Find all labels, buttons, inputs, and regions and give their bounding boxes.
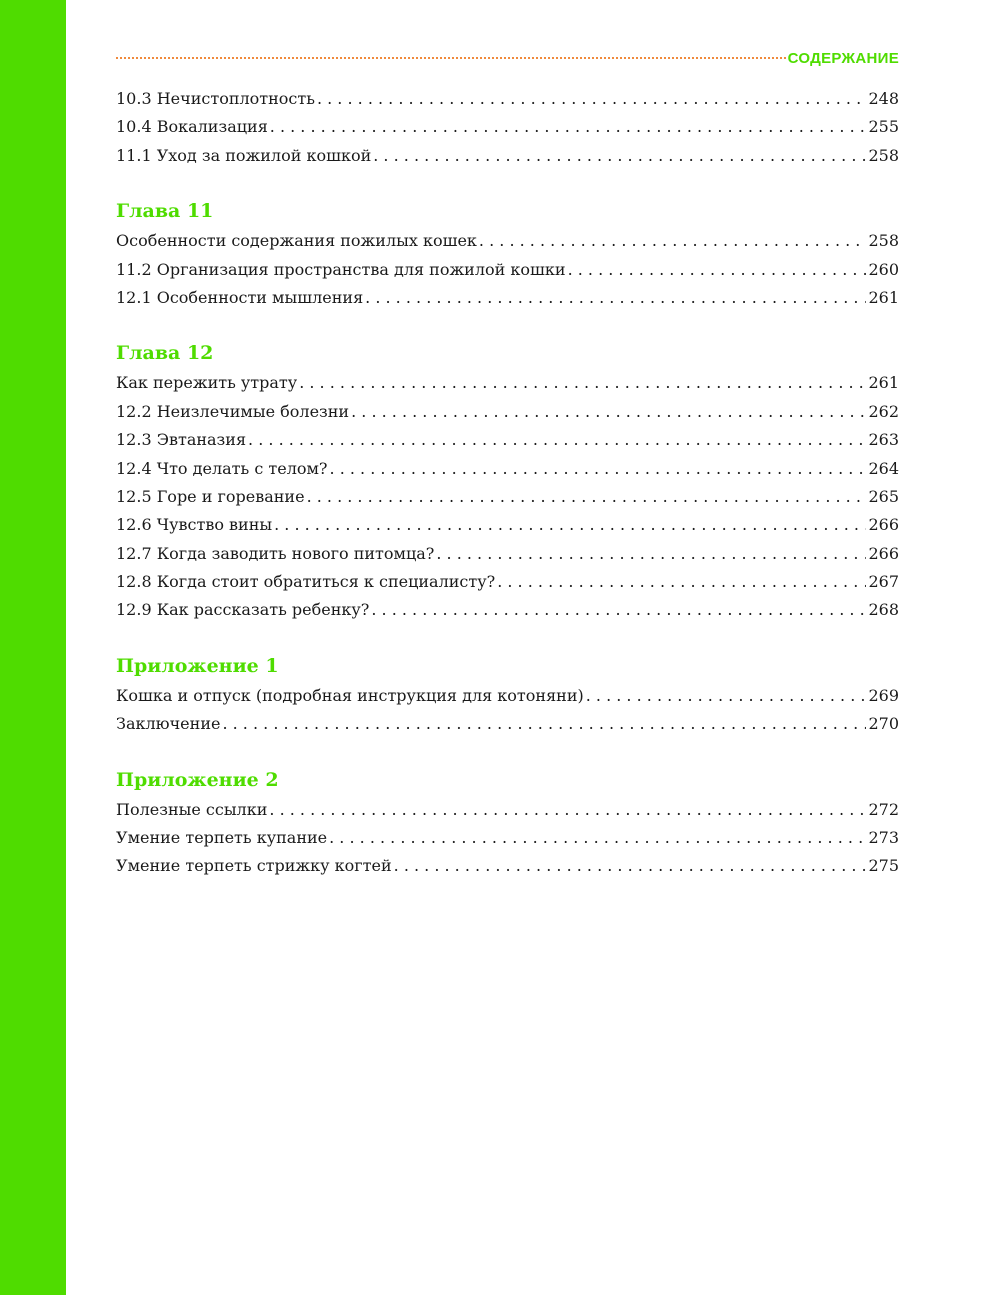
- table-of-contents: [116, 85, 899, 908]
- dot-leader: [270, 113, 867, 141]
- dot-leader: [351, 398, 866, 426]
- toc-entry[interactable]: [116, 596, 899, 624]
- toc-section: [116, 85, 899, 170]
- toc-entry[interactable]: [116, 511, 899, 539]
- toc-entry-title: Как пережить утрату: [116, 373, 298, 393]
- toc-entry-page: 272: [868, 799, 899, 819]
- toc-entry[interactable]: [116, 369, 899, 397]
- toc-entry-title: 11.1 Уход за пожилой кошкой: [116, 145, 372, 165]
- dot-leader: [222, 710, 866, 738]
- toc-entry[interactable]: [116, 483, 899, 511]
- dot-leader: [269, 796, 866, 824]
- dot-leader: [568, 256, 867, 284]
- toc-entry[interactable]: [116, 142, 899, 170]
- toc-section: [116, 766, 899, 881]
- toc-entry-page: 273: [868, 828, 899, 848]
- toc-entry[interactable]: [116, 710, 899, 738]
- chapter-heading: Глава 11: [116, 200, 214, 223]
- toc-section: [116, 339, 899, 625]
- toc-entry-title: 10.3 Нечистоплотность: [116, 89, 315, 108]
- toc-section: [116, 652, 899, 739]
- toc-entry-title: Умение терпеть стрижку когтей: [116, 856, 392, 876]
- toc-entry-title: 12.1 Особенности мышления: [116, 287, 364, 307]
- toc-entry-title: Умение терпеть купание: [116, 828, 328, 848]
- toc-entry-title: 11.2 Организация пространства для пожилой кошки: [116, 259, 566, 279]
- dot-leader: [248, 426, 866, 454]
- toc-entry[interactable]: [116, 540, 899, 568]
- toc-entry-title: 12.5 Горе и горевание: [116, 486, 305, 506]
- toc-entry-title: 12.2 Неизлечимые болезни: [116, 401, 350, 421]
- toc-entry-page: 266: [868, 543, 899, 563]
- page-edge-color-bar: [0, 0, 66, 1295]
- dot-leader: [436, 540, 866, 568]
- toc-entry-page: 263: [868, 430, 899, 450]
- dot-leader: [365, 284, 866, 312]
- toc-entry-page: 255: [868, 117, 899, 137]
- toc-entry-page: 261: [868, 373, 899, 393]
- toc-entry-title: 10.4 Вокализация: [116, 117, 268, 137]
- toc-entry-title: Особенности содержания пожилых кошек: [116, 231, 477, 251]
- toc-entry[interactable]: [116, 426, 899, 454]
- toc-entry-title: Кошка и отпуск (подробная инструкция для котоняни): [116, 685, 584, 705]
- toc-entry[interactable]: [116, 227, 899, 255]
- toc-entry[interactable]: [116, 256, 899, 284]
- toc-entry-title: Полезные ссылки: [116, 799, 268, 819]
- toc-entry-title: 12.7 Когда заводить нового питомца?: [116, 543, 435, 563]
- toc-entry[interactable]: [116, 113, 899, 141]
- header-dotted-rule: [116, 57, 786, 59]
- dot-leader: [373, 142, 866, 170]
- dot-leader: [394, 852, 867, 880]
- chapter-heading: Приложение 2: [116, 768, 279, 791]
- chapter-heading: Приложение 1: [116, 654, 279, 677]
- toc-entry-title: 12.3 Эвтаназия: [116, 430, 247, 450]
- toc-entry[interactable]: [116, 85, 899, 113]
- toc-entry-title: 12.6 Чувство вины: [116, 515, 273, 535]
- dot-leader: [479, 227, 867, 255]
- toc-entry[interactable]: [116, 455, 899, 483]
- toc-entry-page: 248: [868, 89, 899, 108]
- toc-entry[interactable]: [116, 568, 899, 596]
- toc-entry-title: 12.4 Что делать с телом?: [116, 458, 328, 478]
- toc-entry[interactable]: [116, 682, 899, 710]
- toc-entry-page: 267: [868, 572, 899, 592]
- toc-entry-page: 262: [868, 401, 899, 421]
- toc-entry-page: 260: [868, 259, 899, 279]
- toc-entry-page: 275: [868, 856, 899, 876]
- dot-leader: [274, 511, 866, 539]
- toc-entry-title: 12.8 Когда стоит обратиться к специалисту?: [116, 572, 496, 592]
- toc-entry-page: 265: [868, 486, 899, 506]
- toc-entry-page: 268: [868, 600, 899, 620]
- toc-entry[interactable]: [116, 398, 899, 426]
- dot-leader: [299, 369, 866, 397]
- toc-entry-title: 12.9 Как рассказать ребенку?: [116, 600, 370, 620]
- toc-entry[interactable]: [116, 796, 899, 824]
- dot-leader: [497, 568, 866, 596]
- toc-entry-page: 258: [868, 145, 899, 165]
- toc-section: [116, 197, 899, 312]
- toc-entry-page: 266: [868, 515, 899, 535]
- toc-entry-page: 264: [868, 458, 899, 478]
- dot-leader: [586, 682, 867, 710]
- toc-entry[interactable]: [116, 284, 899, 312]
- toc-entry-title: Заключение: [116, 714, 221, 734]
- toc-entry-page: 269: [868, 685, 899, 705]
- toc-entry[interactable]: [116, 824, 899, 852]
- running-header-title: СОДЕРЖАНИЕ: [787, 50, 899, 67]
- chapter-heading: Глава 12: [116, 342, 214, 365]
- dot-leader: [330, 455, 867, 483]
- dot-leader: [329, 824, 866, 852]
- dot-leader: [317, 85, 867, 113]
- toc-entry-page: 270: [868, 714, 899, 734]
- toc-entry-page: 258: [868, 231, 899, 251]
- toc-entry-page: 261: [868, 287, 899, 307]
- dot-leader: [371, 596, 866, 624]
- toc-entry[interactable]: [116, 852, 899, 880]
- dot-leader: [307, 483, 867, 511]
